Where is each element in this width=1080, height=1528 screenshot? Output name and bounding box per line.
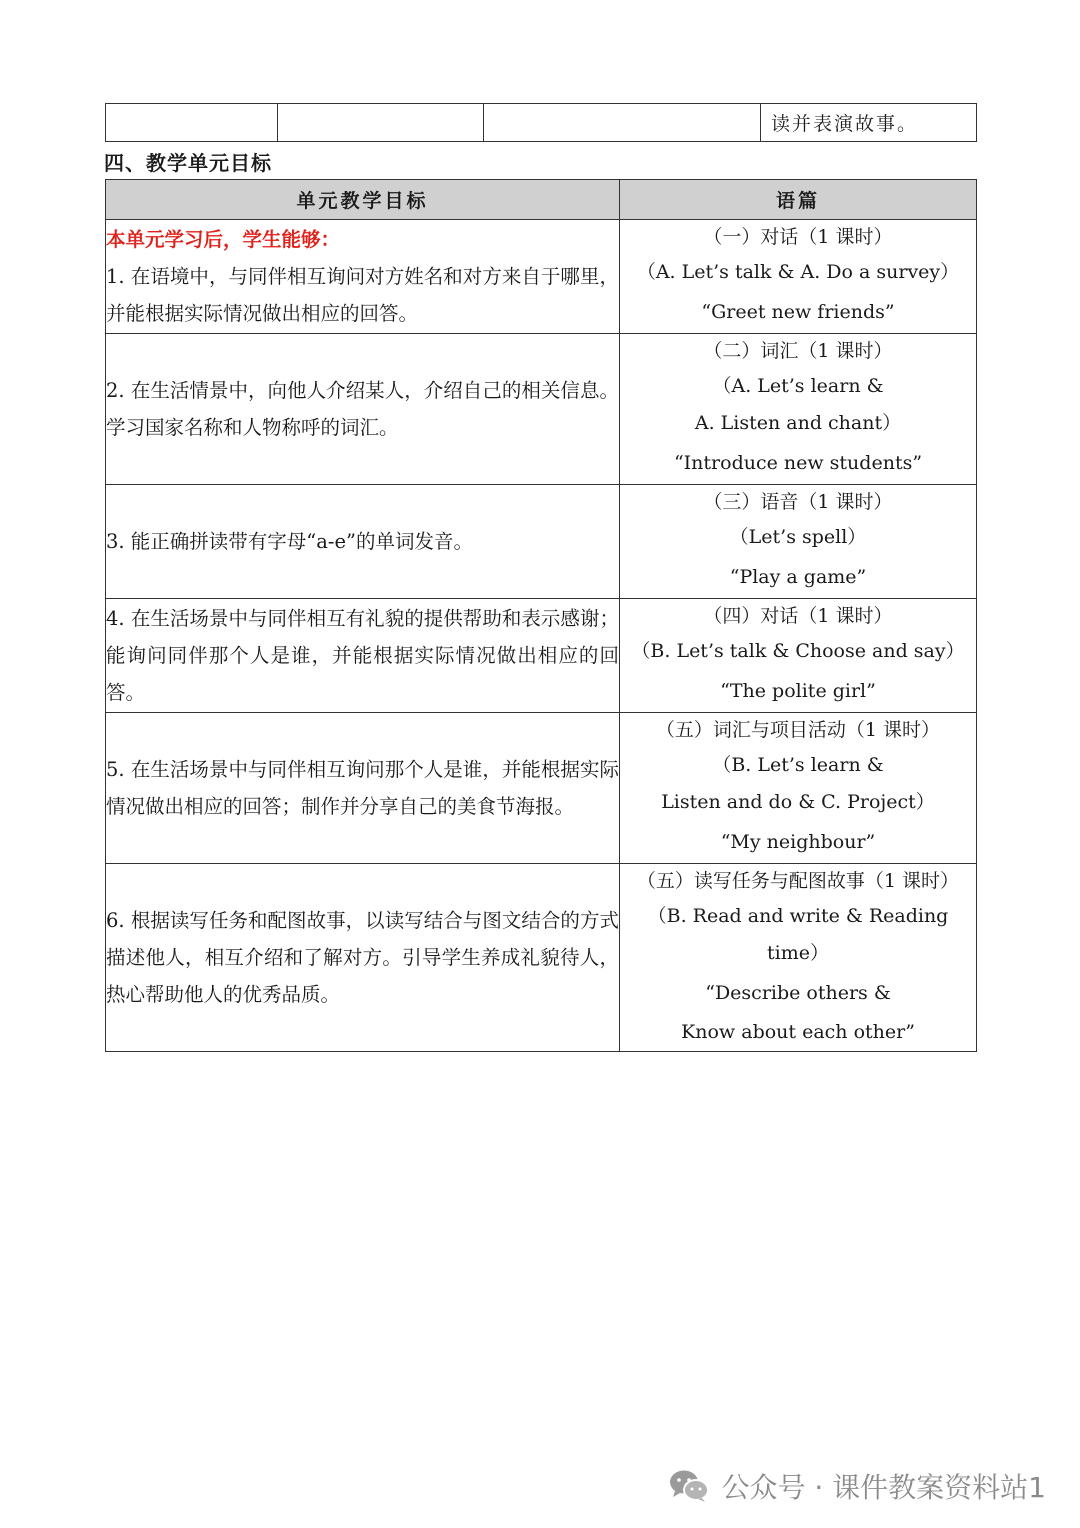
text-line: （A. Let’s learn & xyxy=(712,375,884,397)
goal-cell xyxy=(106,220,620,334)
empty-cell xyxy=(106,104,278,142)
text-cell xyxy=(620,485,977,599)
text-line: （A. Let’s talk & A. Do a survey） xyxy=(636,261,960,283)
goal-cell xyxy=(106,599,620,713)
header-goals: 单元教学目标 xyxy=(106,180,620,220)
text-title: （五）词汇与项目活动（1 课时） xyxy=(655,719,941,741)
text-line: （Let’s spell） xyxy=(729,526,867,548)
text-cell xyxy=(620,864,977,1052)
text-quote: “Play a game” xyxy=(729,566,867,588)
text-line: （B. Let’s talk & Choose and say） xyxy=(631,640,965,662)
text-title: （二）词汇（1 课时） xyxy=(703,340,893,362)
text-line: （B. Read and write & Reading time） xyxy=(647,905,949,964)
text-line: A. Listen and chant） xyxy=(694,412,902,434)
table-row xyxy=(106,104,977,142)
goal-cell xyxy=(106,713,620,864)
text-line: （B. Let’s learn & xyxy=(712,754,884,776)
table-row xyxy=(106,220,977,334)
text-quote: “Introduce new students” xyxy=(673,452,923,474)
section-heading: 四、教学单元目标 xyxy=(104,151,272,175)
unit-goals-table xyxy=(105,179,977,1052)
text-line: Know about each other” xyxy=(681,1021,915,1043)
goal-cell xyxy=(106,864,620,1052)
goal-text: 2. 在生活情景中，向他人介绍某人，介绍自己的相关信息。学习国家名称和人物称呼的词汇。 xyxy=(106,379,619,439)
goal-cell xyxy=(106,334,620,485)
text-cell xyxy=(620,334,977,485)
goal-cell xyxy=(106,485,620,599)
goal-text: 1. 在语境中，与同伴相互询问对方姓名和对方来自于哪里，并能根据实际情况做出相应的回答。 xyxy=(106,265,619,325)
goal-intro: 本单元学习后，学生能够： xyxy=(106,228,341,251)
text-cell xyxy=(620,220,977,334)
text-title: （五）读写任务与配图故事（1 课时） xyxy=(636,870,960,892)
empty-cell xyxy=(278,104,484,142)
table-row xyxy=(106,485,977,599)
text-title: （四）对话（1 课时） xyxy=(703,605,893,627)
table-row xyxy=(106,599,977,713)
header-texts: 语篇 xyxy=(620,180,977,220)
text-cell xyxy=(620,713,977,864)
previous-table-last-row xyxy=(105,103,977,142)
text-line: Listen and do & C. Project） xyxy=(661,791,935,813)
table-row xyxy=(106,334,977,485)
table-row xyxy=(106,713,977,864)
watermark-text: 公众号 · 课件教案资料站1 xyxy=(721,1471,1046,1504)
watermark xyxy=(669,1466,1046,1506)
text-title: （一）对话（1 课时） xyxy=(703,226,893,248)
story-activity-cell: 读并表演故事。 xyxy=(761,104,977,142)
empty-cell xyxy=(484,104,761,142)
text-quote: “Describe others & xyxy=(705,982,891,1004)
text-quote: “Greet new friends” xyxy=(701,301,895,323)
goal-text: 6. 根据读写任务和配图故事，以读写结合与图文结合的方式描述他人，相互介绍和了解对方。引导学生养成礼貌待人，热心帮助他人的优秀品质。 xyxy=(106,909,619,1006)
goal-text: 4. 在生活场景中与同伴相互有礼貌的提供帮助和表示感谢；能询问同伴那个人是谁，并能根据实际情况做出相应的回答。 xyxy=(106,607,619,704)
text-cell xyxy=(620,599,977,713)
text-title: （三）语音（1 课时） xyxy=(703,491,893,513)
table-header-row xyxy=(106,180,977,220)
goal-text: 5. 在生活场景中与同伴相互询问那个人是谁，并能根据实际情况做出相应的回答；制作并分享自己的美食节海报。 xyxy=(106,758,619,818)
goal-text: 3. 能正确拼读带有字母“a-e”的单词发音。 xyxy=(106,530,473,553)
table-row xyxy=(106,864,977,1052)
wechat-icon xyxy=(669,1469,709,1503)
text-quote: “The polite girl” xyxy=(720,680,876,702)
text-quote: “My neighbour” xyxy=(720,831,876,853)
